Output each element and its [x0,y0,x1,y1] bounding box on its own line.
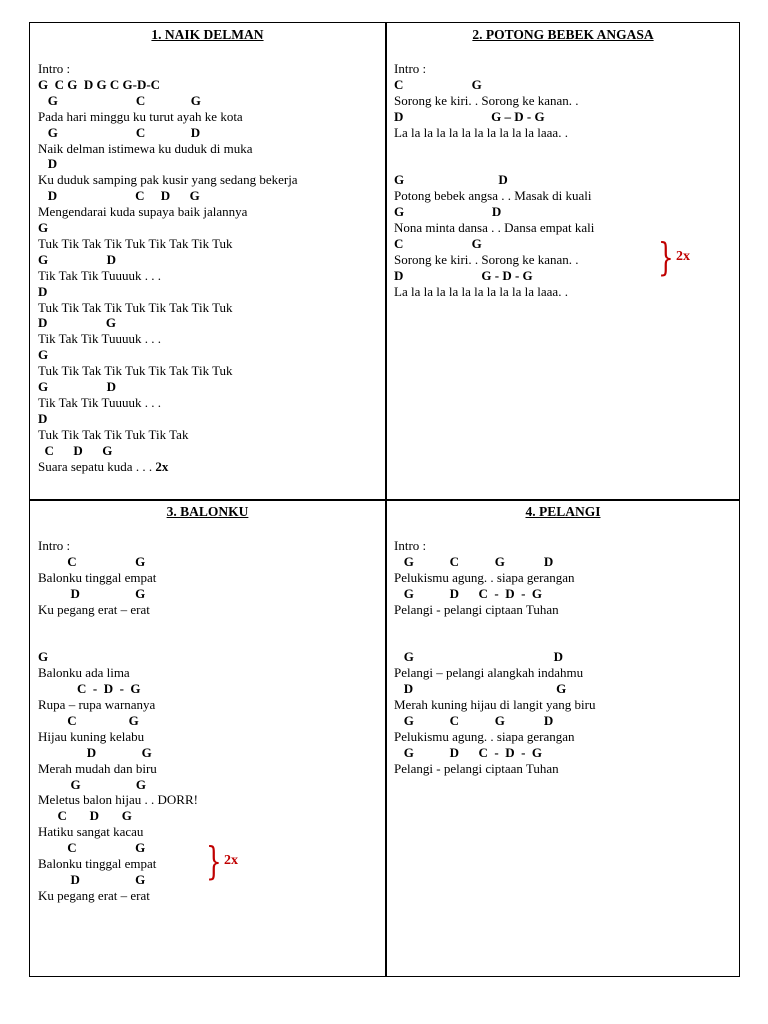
repeat-brace: } [206,839,222,884]
chord-line: G [38,347,49,363]
lyric-line: Pelukismu agung. . siapa gerangan [394,728,575,744]
lyric-line: Hijau kuning kelabu [38,728,145,744]
song-sheet [29,22,740,977]
lyric-line: Meletus balon hijau . . DORR! [38,792,198,808]
chord-line: D G [394,681,567,697]
lyric-line: Sorong ke kiri. . Sorong ke kanan. . [394,251,579,267]
lyric-line: Intro : [38,61,71,76]
chord-line: D [38,156,58,172]
lyric-line: Tik Tak Tik Tuuuuk . . . [38,394,162,410]
chord-line: D G [38,744,152,760]
chord-line: G C G D [394,712,554,728]
repeat-brace: } [658,234,674,279]
chord-line: D [38,283,48,299]
lyric-line: Tuk Tik Tak Tik Tuk Tik Tak [38,426,189,442]
chord-line: G [38,649,49,665]
lyric-line: La la la la la la la la la la la laaa. . [394,283,568,299]
lyric-line: Intro : [38,538,71,553]
chord-line: C - D - G [38,681,141,697]
chord-line: C G [38,840,146,856]
lyric-line: Ku pegang erat – erat [38,887,150,903]
song-title: 4. PELANGI [525,504,601,519]
chord-line: G D [394,204,502,220]
chord-line: G D [38,379,116,394]
chord-line: G C G D G C G-D-C [38,76,161,92]
song-cell-potong-bebek-angsa [386,23,740,499]
chord-line: D G - D - G [394,267,533,283]
chord-line: G C G [38,92,201,108]
lyric-line: Hatiku sangat kacau [38,824,144,840]
chord-line: D G [38,315,116,331]
chord-line: C G [394,235,482,251]
lyric-line: Balonku tinggal empat [38,856,157,871]
lyric-line: Ku duduk samping pak kusir yang sedang bekerja [38,172,298,188]
chord-line: D G [38,585,146,601]
chord-line: D G – D - G [394,108,545,124]
lyric-line: Pelukismu agung. . siapa gerangan [394,569,575,585]
chord-line: G D [38,251,116,267]
chord-line: G D [394,649,563,665]
lyric-line: Pada hari minggu ku turut ayah ke kota [38,108,243,124]
chord-line: C G [38,712,139,728]
chord-line: C G [38,553,146,569]
lyric-line: Balonku ada lima [38,665,130,681]
lyric-line: Tik Tak Tik Tuuuuk . . . [38,267,162,283]
chord-line: G G [38,776,146,792]
lyric-line: Pelangi - pelangi ciptaan Tuhan [394,760,559,776]
chord-line: D C D G [38,188,200,204]
chord-line: G C D [38,124,201,140]
chord-line: D G [38,871,146,887]
lyric-line: Intro : [394,538,427,553]
lyric-line: Naik delman istimewa ku duduk di muka [38,140,253,156]
chord-line: G C G D [394,553,554,569]
lyric-line: Sorong ke kiri. . Sorong ke kanan. . [394,92,579,108]
song-cell-pelangi [386,500,740,976]
lyric-line: Mengendarai kuda supaya baik jalannya [38,204,248,220]
repeat-label: 2x [224,853,238,869]
chord-line: C D G [38,808,132,824]
lyric-line: Merah kuning hijau di langit yang biru [394,697,596,712]
chord-line: D [38,410,48,426]
chord-line: G D C - D - G [394,744,543,760]
lyric-line: Pelangi - pelangi ciptaan Tuhan [394,601,559,617]
chord-line: C G [394,76,482,92]
lyric-line: Tik Tak Tik Tuuuuk . . . [38,331,162,347]
chord-line: G D [394,172,508,188]
song-title: 2. POTONG BEBEK ANGASA [472,27,654,42]
lyric-line: Nona minta dansa . . Dansa empat kali [394,220,595,235]
song-title: 3. BALONKU [166,504,249,519]
song-cell-naik-delman [30,23,385,499]
lyric-line: Tuk Tik Tak Tik Tuk Tik Tak Tik Tuk [38,235,233,251]
lyric-line: Potong bebek angsa . . Masak di kuali [394,188,592,204]
lyric-line: Tuk Tik Tak Tik Tuk Tik Tak Tik Tuk [38,299,233,315]
lyric-line: Rupa – rupa warnanya [38,697,156,712]
repeat-marker: 2x [155,458,169,474]
song-cell-balonku [30,500,385,976]
lyric-line: Balonku tinggal empat [38,569,157,585]
song-title: 1. NAIK DELMAN [151,27,264,42]
lyric-line: Suara sepatu kuda . . . 2x [38,458,169,474]
repeat-label: 2x [676,248,690,264]
lyric-line: Tuk Tik Tak Tik Tuk Tik Tak Tik Tuk [38,363,233,379]
lyric-line: Ku pegang erat – erat [38,601,150,617]
chord-line: G [38,220,49,235]
chord-line: G D C - D - G [394,585,543,601]
lyric-line: Merah mudah dan biru [38,760,157,776]
lyric-line: Intro : [394,61,427,76]
lyric-line: Pelangi – pelangi alangkah indahmu [394,665,584,681]
lyric-line: La la la la la la la la la la la laaa. . [394,124,568,140]
chord-line: C D G [38,442,113,458]
